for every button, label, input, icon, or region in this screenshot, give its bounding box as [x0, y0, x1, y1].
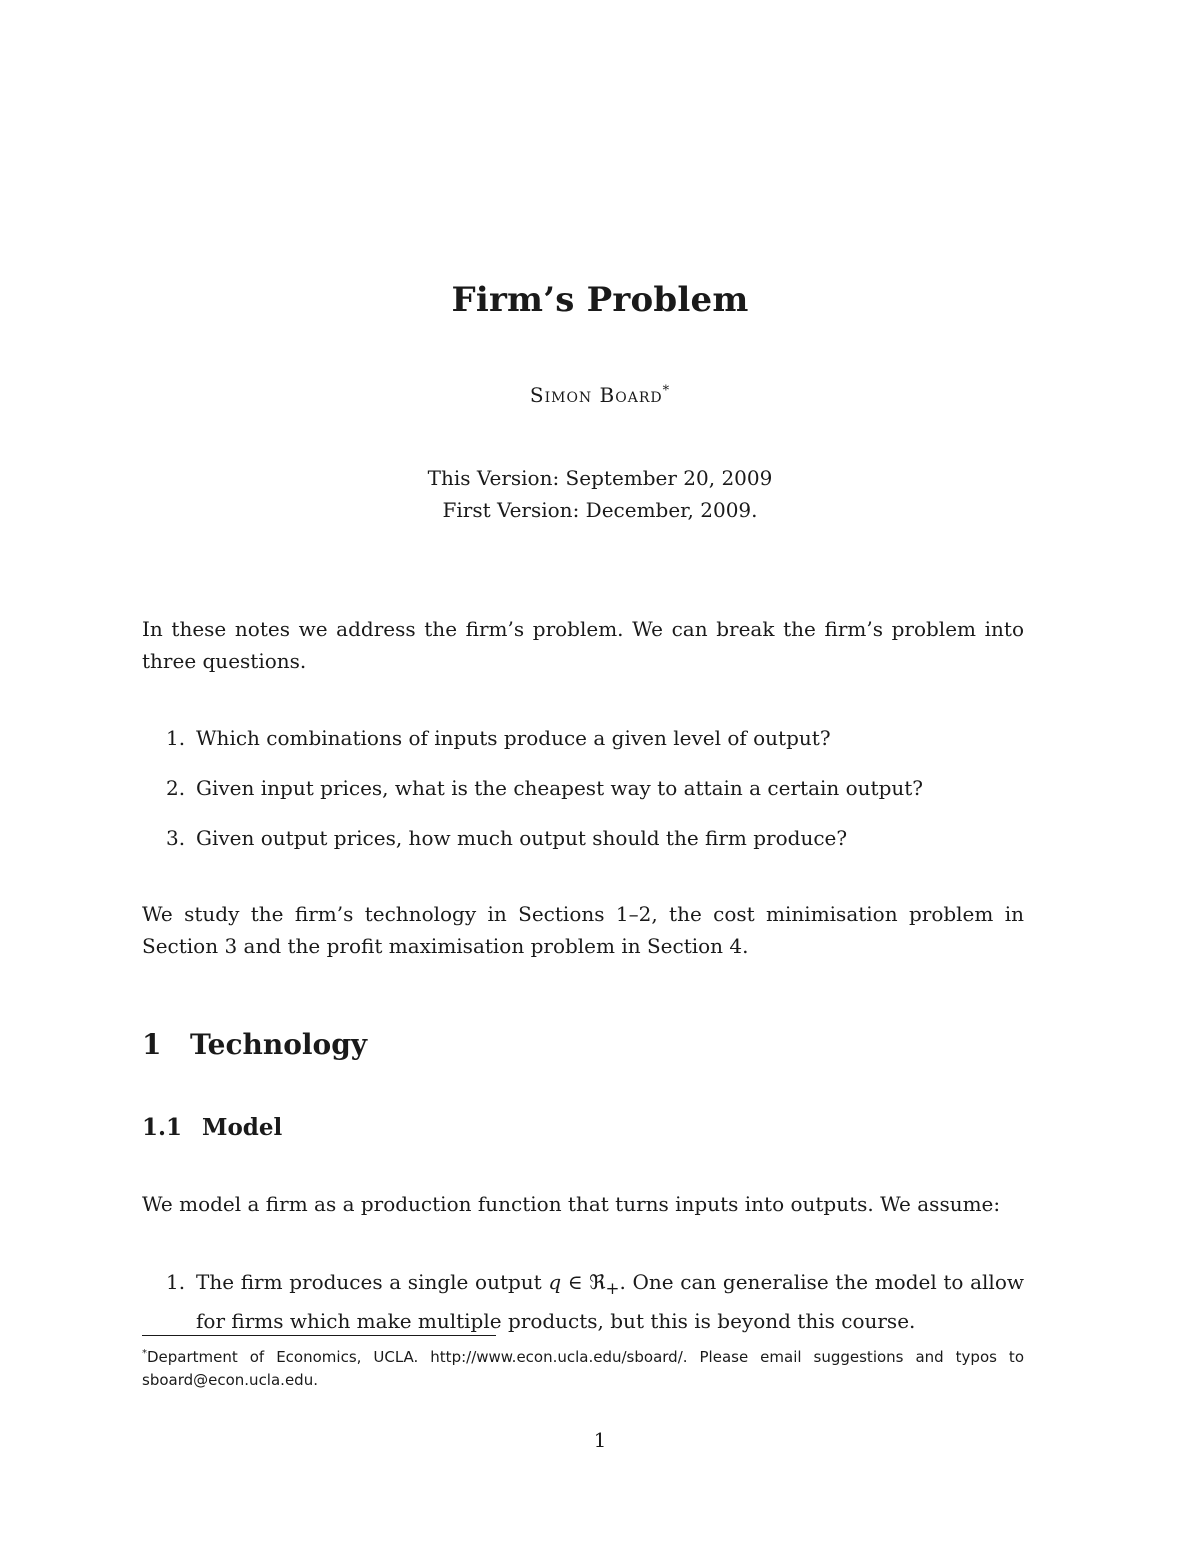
list-item-number: 3. — [166, 826, 186, 850]
list-item — [166, 772, 1024, 804]
list-item-number: 1. — [166, 1270, 186, 1294]
list-item-number: 1. — [166, 726, 186, 750]
author-name: Simon Board — [529, 383, 663, 407]
list-item-number: 2. — [166, 776, 186, 800]
this-version-line: This Version: September 20, 2009 — [427, 466, 773, 490]
list-item — [166, 1266, 1024, 1337]
subsection-heading — [142, 1114, 282, 1141]
footnote-mark: * — [142, 1348, 147, 1359]
assumption-list — [166, 1266, 1024, 1337]
paper-title: Firm’s Problem — [451, 280, 749, 320]
page-number: 1 — [593, 1428, 607, 1452]
math-variable: q — [548, 1270, 562, 1294]
subsection-title: Model — [202, 1114, 283, 1141]
author-line — [0, 383, 1200, 407]
list-item-text — [196, 1270, 1024, 1333]
list-item — [166, 822, 1024, 854]
footnote-text: Department of Economics, UCLA. http://www.econ.ucla.edu/sboard/. Please email suggestions and typos to sboard@econ.ucla.edu. — [142, 1348, 1024, 1389]
math-subscript: + — [605, 1279, 620, 1298]
math-relation: ∈ ℜ — [561, 1270, 606, 1294]
footnote-divider — [142, 1335, 496, 1336]
first-version-line: First Version: December, 2009. — [442, 498, 758, 522]
assumption-text-end: . One can generalise the model to allow for firms which make multiple products, but this is beyond this course. — [196, 1270, 1024, 1333]
subsection-number: 1.1 — [142, 1114, 183, 1141]
author-footnote-mark[interactable]: * — [662, 383, 671, 399]
list-item-text: Which combinations of inputs produce a given level of output? — [196, 726, 831, 750]
question-list — [166, 722, 1024, 872]
assumption-text-start: The firm produces a single output — [196, 1270, 549, 1294]
footnote — [142, 1342, 1024, 1392]
section-title: Technology — [190, 1028, 368, 1061]
list-item-text: Given input prices, what is the cheapest way to attain a certain output? — [196, 776, 924, 800]
section-heading — [142, 1028, 367, 1061]
section-number: 1 — [142, 1028, 162, 1061]
list-item — [166, 722, 1024, 754]
study-paragraph: We study the firm’s technology in Sections 1–2, the cost minimisation problem in Section 3 and the profit maximisation problem in Section 4. — [142, 902, 1024, 958]
intro-paragraph: In these notes we address the firm’s problem. We can break the firm’s problem into three questions. — [142, 617, 1024, 673]
model-paragraph: We model a firm as a production function that turns inputs into outputs. We assume: — [142, 1192, 1001, 1216]
list-item-text: Given output prices, how much output should the firm produce? — [196, 826, 848, 850]
